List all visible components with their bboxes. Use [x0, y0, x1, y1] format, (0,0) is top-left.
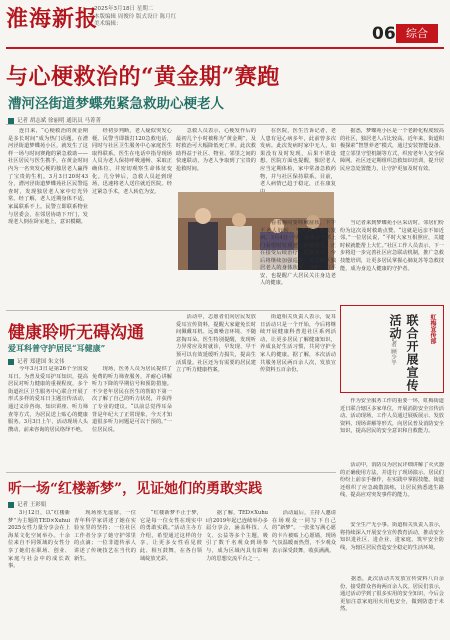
- byline-marker: [8, 118, 14, 124]
- story-three-headline[interactable]: 听一场“红楼新梦”，见证她们的勇敢实践: [8, 481, 263, 497]
- sidebar-column-1: 作为安全服务工作的重要一环，虹梅街道近日联合辖区多家单位，开展消防安全宣传活动。活动现场，工作人员通过展板展示、发放资料、现场讲解等形式，向居民普及消防安全知识，提高居民的安全意识和自救能力。: [340, 398, 444, 435]
- sidebar-title[interactable]: 联合开展宣传活动: [388, 314, 419, 392]
- story-three-column-5: 活动最后，主持人邀请在场观众一同写下自己的“新梦”。一张张写满心愿的卡片被贴上心愿墙，现场气氛温暖而热烈，不少观众表示深受鼓舞，收获满满。: [272, 510, 336, 554]
- lead-subheadline: 漕河泾街道梦蝶苑紧急救助心梗老人: [8, 96, 224, 112]
- sidebar-title-box: [340, 305, 444, 393]
- sidebar-column-4: 据悉，此次活动共发放宣传资料八百余份，接受群众咨询两百余人次。居民们表示，通过活动学到了很多实用的安全知识，今后会更加注意家庭用火用电安全，做到防患于未然。: [340, 576, 444, 613]
- lead-photo-caption: 看着胸闷要咳嗽症状，下午平老人好转，当天晚上再次发病。3月4日一早，居委会干部上门看望时发现老人病情稳定，正在接受后续治疗。民警表示，今后将继续加强巡查，关注辖区独居老人的身体状况，守护一方平安，也提醒广大居民关注身边老人的健康。: [260, 220, 336, 286]
- story-two-headline[interactable]: 健康聆听无碍沟通: [8, 323, 144, 343]
- art-editor-credit: 美术编辑：: [94, 21, 122, 27]
- lead-column-5: 据悉，梦蝶苑小区是一个老龄化程度较高的社区，独居老人占比较高。近年来，街道积极探索“智慧养老”模式，通过安装智能设备、建立邻里守望机制等方式，织密老年人安全保障网。社区还定期组织急救知识培训，提升居民应急处置能力，让守护更加及时有效。: [340, 128, 444, 172]
- story-two-column-1: 今年3月3日是第26个全国爱耳日。为普及爱耳护耳知识，提高居民对听力健康的重视程度，多个街道社区卫生服务中心联合开展了形式多样的爱耳日主题宣传活动，通过义诊咨询、知识讲座、听力筛查等方式，为居民送上贴心的健康服务。3月3日上午，活动现场人头攒动，前来咨询的居民络绎不绝。: [8, 366, 88, 433]
- story-three-column-1: 3月12日，以“红楼新梦”为主题的TED×Xuhui2025女性力量分享会在上海某文化空间举办。十余位来自不同领域的女性分享了她们在职场、创业、家庭与社会中的成长故事。: [8, 510, 70, 570]
- story-two-subheadline: 爱耳科普守护居民“耳健康”: [8, 343, 106, 353]
- story-three-column-4: 据了解，TED×Xuhui自2019年起已连续举办多届分享会，涵盖科技、人文、公益等多个主题，吸引了数千名观众到场参与，成为区域内具有影响力的思想交流平台之一。: [206, 510, 268, 562]
- issue-date: 2025年3月18日 星期二: [94, 6, 154, 12]
- lead-column-2: 经初步判断，老人疑似突发心梗。民警当即拨打120急救电话，同时与社区卫生服务中心家庭医生取得联系。医生在电话中指导现场人员为老人保持呼吸通畅、采取正确体位，并密切观察生命体征变化。几分钟后，急救人员赶到现场，迅速将老人送往就近医院。经过紧急手术，老人转危为安。: [92, 128, 172, 195]
- masthead: [0, 0, 450, 46]
- masthead-meta: [94, 6, 176, 29]
- sidebar-column-2: 活动中，消防员为居民详细讲解了灭火器的正确使用方法，并进行了现场演示。居民们纷纷上前亲手操作，在实践中掌握技能。街道还组织了应急疏散演练，让居民熟悉逃生路线，提高应对突发事件的能力。: [340, 462, 444, 499]
- sidebar-subtitle: 虹梅宣传部: [429, 314, 436, 344]
- lead-byline-text: 记者 胡志斌 徐丽明 通讯员 马菁菁: [17, 118, 101, 124]
- story-three-byline: [8, 500, 46, 508]
- story-two-rule: [6, 310, 336, 311]
- lead-tail-column: 当记者来到梦蝶苑小区采访时，邻居们纷纷为这次及时救助点赞。“这就是远亲不如近邻。”一位居民说，“平时大家互相照应，关键时候就能帮上大忙。”社区工作人员表示，下一步将进一步完善社区应急联动机制，推广急救技能培训，让更多居民掌握心肺复苏等急救技能，成为身边人健康的守护者。: [340, 220, 444, 272]
- lead-headline[interactable]: 与心梗救治的“黄金期”赛跑: [6, 64, 280, 90]
- story-two-byline-text: 记者 郑建国 朱文伟: [17, 359, 65, 365]
- byline-marker: [8, 359, 14, 365]
- lead-rule: [6, 124, 444, 125]
- sidebar-author: 记者 顾少平: [390, 336, 396, 366]
- story-two-column-4: 街道相关负责人表示，爱耳日活动只是一个开始，今后将继续开展健康科普进社区系列活动，让更多居民了解健康知识，养成良好生活习惯，共同守护全家人的健康。据了解，本次活动共服务居民两百余人次，发放宣传资料五百余份。: [260, 314, 336, 374]
- story-three-byline-text: 记者 王彩娟: [17, 502, 47, 508]
- lead-column-4: 在医院，医生告诉记者，老人患有冠心病多年，此前曾多次发病。此次发病时家中无人，如果没有及时发现，后果不堪设想。医院方面也提醒，独居老人应当定期体检，家中常备急救药物，并与社区保持联系。目前，老人病情已趋于稳定，正在康复: [260, 128, 336, 188]
- section-tag: 综合: [396, 24, 438, 43]
- story-three-rule: [6, 472, 336, 473]
- page-number: 06: [372, 24, 396, 44]
- story-three-column-2: 现场座无虚席。一位青年科学家讲述了她在实验室里的坚持；一位社区工作者分享了她守护邻里的点滴；一位非遗传承人讲述了传统技艺在当代的新生。: [74, 510, 136, 562]
- lead-column-1: 连日来，“心梗救治的黄金期是多长时间”成为热门话题。在漕河泾街道梦蝶苑小区，就发生了这样一场与时间赛跑的紧急救助——社区居民与医生携手，在黄金时间内为一名突发心梗的独居老人赢得了宝贵的生机。3月3日20时43分，漕河泾街道梦蝶苑社区民警巡查时，发现独居老人家中灯光异常。经了解，老人近期身体不适，家属联系不上。民警立即联系物业与居委会，在邻居协助下开门，发现老人倒在卧室地上，意识模糊。: [8, 128, 88, 226]
- lead-byline: [8, 116, 101, 124]
- byline-marker: [8, 502, 14, 508]
- story-two-byline: [8, 357, 65, 365]
- story-two-column-2: 现场，医务人员为居民提供了免费的听力筛查服务，并耐心讲解听力下降的早期信号和预防措施。不少老年居民在医生的帮助下第一次了解了自己的听力状况，并获得了专业的建议。“以前总觉得耳朵背是年纪大了正常现象，今天才知道很多听力问题是可以干预的。”一位居民说。: [92, 366, 172, 433]
- sidebar-column-3: 安全生产无小事。街道相关负责人表示，将持续深入开展安全宣传教育活动，推动安全知识进社区、进企业、进家庭，筑牢安全防线，为辖区居民营造安全稳定的生活环境。: [340, 522, 444, 551]
- editor-credit: 本版编辑 周俊玲 版式设计 陈月红: [94, 13, 177, 20]
- masthead-rule: [6, 47, 444, 49]
- lead-column-3: 急救人员表示，心梗发作后的最初几个小时被称为“黄金期”，及时救治可大幅降低死亡率。此次救助得益于社区、物业、邻里之间的快速联动，为老人争取到了宝贵的抢救时间。: [176, 128, 256, 172]
- story-two-column-3: 活动中，志愿者们向居民发放爱耳宣传资料，提醒大家避免长时间佩戴耳机、远离噪音环境、不随意掏耳朵。医生特别提醒，发现听力异常应及时就诊，早发现、早干预可以有效延缓听力损失，提高生活质量。社区还为有需要的居民建立了听力健康档案。: [176, 314, 256, 374]
- story-three-column-3: “红楼新梦不止于梦，它是每一位女性在现实中的勇敢实践。”活动主办方介绍，希望通过这样的分享，让更多女性看见彼此、相互鼓舞，在各自领域绽放光彩。: [140, 510, 202, 562]
- newspaper-logo: 淮海新报: [6, 6, 99, 32]
